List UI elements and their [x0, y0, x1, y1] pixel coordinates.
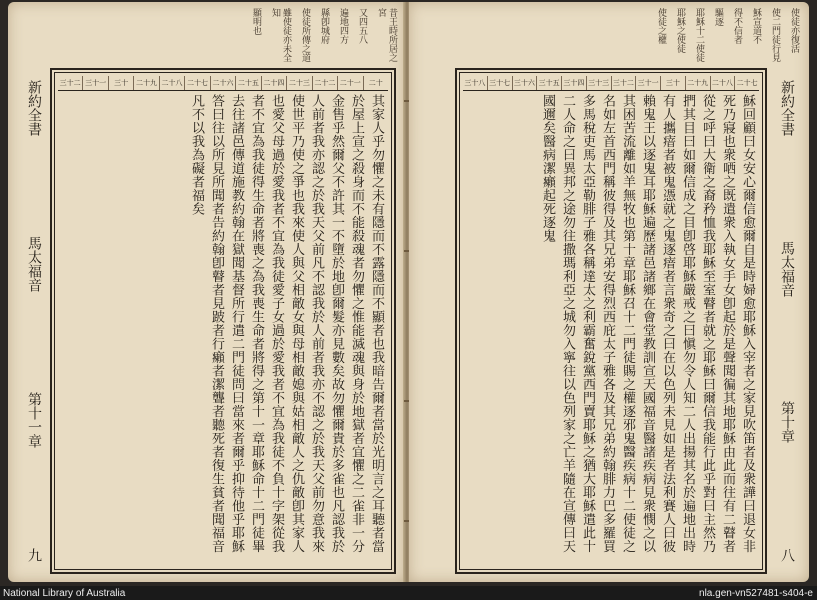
margin-note: 穌宣道不	[751, 8, 761, 44]
verse-number: 三十五	[536, 76, 561, 90]
verse-number: 三十六	[512, 76, 537, 90]
verse-number: 三十二	[59, 79, 81, 87]
book-title: 新約全書	[26, 80, 42, 136]
margin-note: 耶穌十二使徒	[694, 8, 704, 62]
verse-number: 二十九	[133, 76, 158, 90]
page-number: 八	[779, 547, 795, 562]
chapter-heading: 第十章	[779, 401, 795, 444]
right-body-text: 穌回顧曰女安心爾信愈爾自是時婦愈耶穌入宰者之家見吹笛者及衆譁曰退女非死乃寢也衆哂之既遣衆入執女手女卽起於是聲聞徧其地耶穌由此而往有二瞽者從之呼曰大衛之裔矜恤我耶穌至室瞽者就之耶穌曰爾信我能行此乎對曰主然乃捫其目曰如爾信成之目卽啓耶穌嚴戒之曰愼勿令人知二人出揚其名於遍地出時有人攜瘖者被鬼憑就之鬼逐瘖者言衆奇之曰在以色列未見如是者法利賽人曰彼賴鬼王以逐鬼耳耶穌遍歷諸邑諸鄉在會堂教訓宣天國福音醫諸疾病見衆憫之以其困苦流離如羊無牧也第十章耶穌召十二門徒賜之權逐邪鬼醫疾病十二使徒之名如左首西門稱彼得及其兄弟安得烈西庇太子雅各及其兄弟約翰腓力巴多羅買多馬稅吏馬太亞勒腓子雅各稱達太之利霸奮銳黨西門賣耶穌之猶大耶穌遣此十二人命之曰異邦之途勿往撒瑪利亞之城勿入寧往以色列家之亡羊隨在宣傳曰天國邇矣醫病潔癩起死逐鬼	[540, 94, 755, 553]
margin-note: 使徒亦復活	[789, 8, 799, 53]
book-title: 新約全書	[779, 80, 795, 136]
left-margin-notes	[68, 8, 397, 64]
left-page	[8, 2, 405, 582]
verse-number: 三十一	[82, 76, 107, 90]
left-body-text: 其家人乎勿懼之未有隱而不露隱而不顯者也我暗告爾者當於光明言之耳聽者當於屋上宣之殺身而不能殺魂者勿懼之惟能滅魂與身於地獄者宜懼之二雀非一分金售乎然爾父不許其一不墮於地卽爾髮亦見數矣故勿懼爾貴於多雀也凡認我於人前者我亦認之於我天父前凡不認我於人前者我亦不認之於我天父前勿意我來使世平乃使之爭也我來使人與父相敵女與母相敵媳與姑相敵人之仇敵卽其家人也愛父母過於愛我者不宜為我徒愛子女過於愛我者不宜為我徒不負十字架從我者不宜為我徒得生命者將喪之為我喪生命者將得之第十一章耶穌命十二門徒畢去往諸邑傳道施教約翰在獄聞基督所行遣二門徒問曰當來者爾乎抑待他乎耶穌答曰往以所見所聞者告約翰卽瞽者見跛者行癩者潔聾者聽死者復生貧者聞福音凡不以我為礙者福矣	[189, 94, 384, 553]
margin-note: 得不信者	[732, 8, 742, 44]
book-name: 馬太福音	[26, 236, 42, 292]
verse-number: 二十二	[312, 76, 337, 90]
margin-note: 昔王時所居之宮	[376, 8, 397, 62]
margin-note: 顯明也	[251, 8, 261, 35]
verse-number: 三十八	[464, 79, 486, 87]
verse-number: 二十九	[685, 76, 710, 90]
verse-number: 三十二	[611, 76, 636, 90]
verse-number: 三十	[660, 76, 685, 90]
verse-number: 二十八	[159, 76, 184, 90]
margin-note: 使徒之權	[656, 8, 666, 44]
margin-note: 使二門徒行見	[770, 8, 780, 62]
verse-number: 二十四	[261, 76, 286, 90]
margin-note: 耶穌之使徒	[675, 8, 685, 53]
verse-number: 二十七	[734, 76, 759, 90]
margin-note: 遍地四方	[338, 8, 348, 44]
verse-number: 三十	[108, 76, 133, 90]
margin-note: 驅逐	[713, 8, 723, 26]
verse-number-row	[58, 76, 388, 91]
chapter-heading: 第十一章	[26, 392, 42, 448]
left-text-frame	[50, 68, 396, 574]
verse-number: 二十五	[235, 76, 260, 90]
verse-number: 三十四	[561, 76, 586, 90]
right-page	[409, 2, 809, 582]
verse-number: 二十一	[337, 76, 362, 90]
page-number: 九	[26, 548, 42, 562]
margin-note: 使徒所傳之道	[300, 8, 310, 62]
margin-note: 又四五八	[357, 8, 367, 44]
verse-number: 三十七	[487, 76, 512, 90]
right-page-header	[777, 80, 797, 562]
verse-number: 二十六	[210, 76, 235, 90]
margin-note: 縣卽城府	[319, 8, 329, 44]
image-identifier: nla.gen-vn527481-s404-e	[699, 588, 813, 599]
book-name: 馬太福音	[779, 240, 795, 297]
verse-number: 二十三	[286, 76, 311, 90]
library-credit: National Library of Australia	[3, 588, 126, 599]
credit-bar	[0, 586, 817, 600]
verse-number-row	[463, 76, 759, 91]
verse-number: 二十七	[184, 76, 209, 90]
verse-number: 二十八	[710, 76, 735, 90]
margin-note: 雖使徒亦未全知	[270, 8, 291, 62]
right-text-frame	[455, 68, 767, 574]
verse-number: 三十一	[635, 76, 660, 90]
verse-number: 三十三	[586, 76, 611, 90]
left-page-header	[24, 80, 44, 562]
right-margin-notes	[619, 8, 799, 64]
verse-number: 二十	[363, 76, 388, 90]
